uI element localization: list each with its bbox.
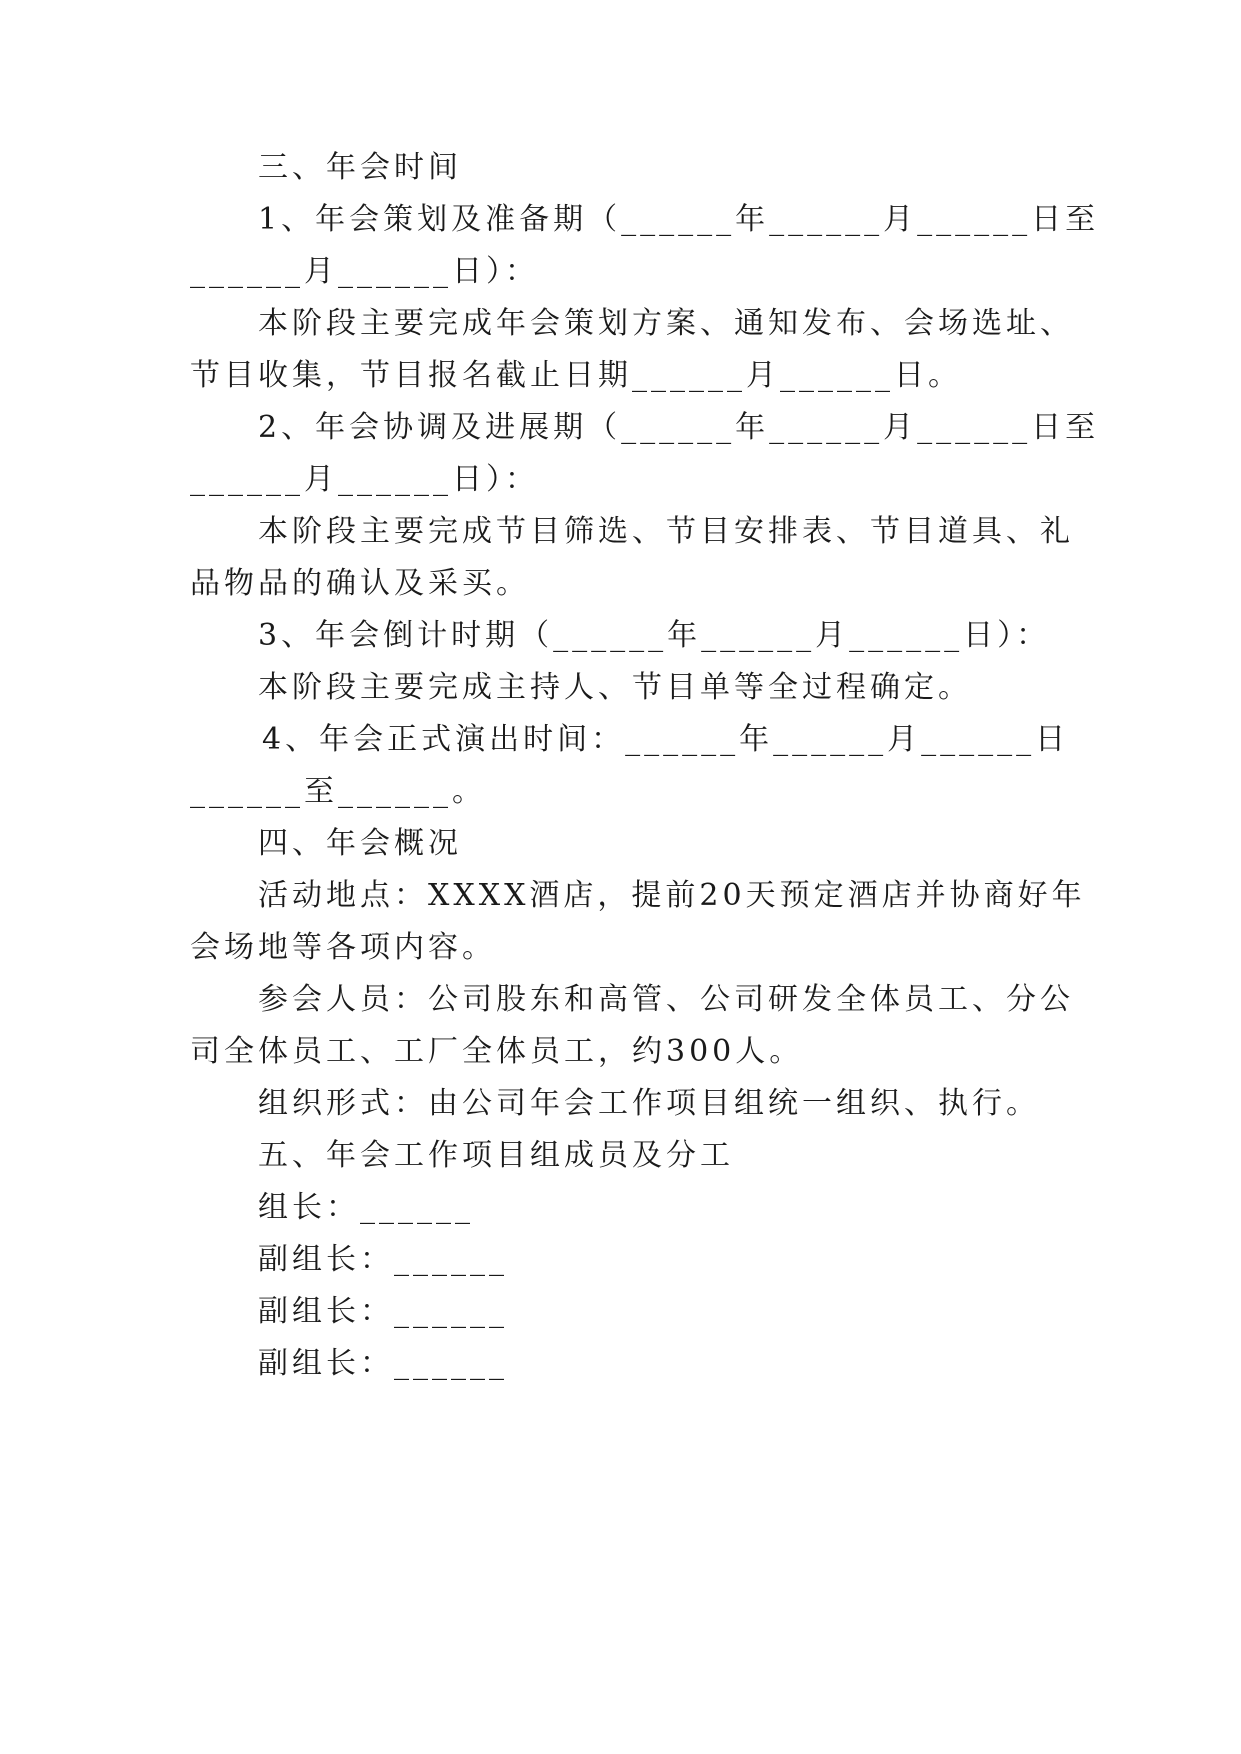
section-heading-time: 三、年会时间	[258, 150, 462, 185]
paragraph-line: 4、年会正式演出时间：______年______月______日	[262, 722, 1070, 757]
paragraph-line: 2、年会协调及进展期（______年______月______日至	[258, 410, 1100, 445]
team-leader-line: 组长：______	[258, 1190, 474, 1225]
paragraph-line: 活动地点：XXXX酒店，提前20天预定酒店并协商好年	[258, 878, 1086, 913]
paragraph-line: 组织形式：由公司年会工作项目组统一组织、执行。	[258, 1086, 1040, 1121]
deputy-leader-line: 副组长：______	[258, 1346, 508, 1381]
paragraph-line: 3、年会倒计时期（______年______月______日）：	[258, 618, 1051, 653]
paragraph-line: 1、年会策划及准备期（______年______月______日至	[258, 202, 1100, 237]
paragraph-line: ______至______。	[190, 774, 486, 809]
deputy-leader-line: 副组长：______	[258, 1294, 508, 1329]
paragraph-line: 本阶段主要完成年会策划方案、通知发布、会场选址、	[258, 306, 1074, 341]
paragraph-line: 本阶段主要完成主持人、节目单等全过程确定。	[258, 670, 972, 705]
paragraph-line: 节目收集，节目报名截止日期______月______日。	[190, 358, 962, 393]
deputy-leader-line: 副组长：______	[258, 1242, 508, 1277]
paragraph-line: 参会人员：公司股东和高管、公司研发全体员工、分公	[258, 982, 1074, 1017]
paragraph-line: 会场地等各项内容。	[190, 930, 496, 965]
paragraph-line: 司全体员工、工厂全体员工，约300人。	[190, 1034, 804, 1069]
paragraph-line: ______月______日）：	[190, 254, 539, 289]
paragraph-line: 品物品的确认及采买。	[190, 566, 530, 601]
section-heading-overview: 四、年会概况	[258, 826, 462, 861]
section-heading-team: 五、年会工作项目组成员及分工	[258, 1138, 734, 1173]
paragraph-line: 本阶段主要完成节目筛选、节目安排表、节目道具、礼	[258, 514, 1074, 549]
paragraph-line: ______月______日）：	[190, 462, 539, 497]
